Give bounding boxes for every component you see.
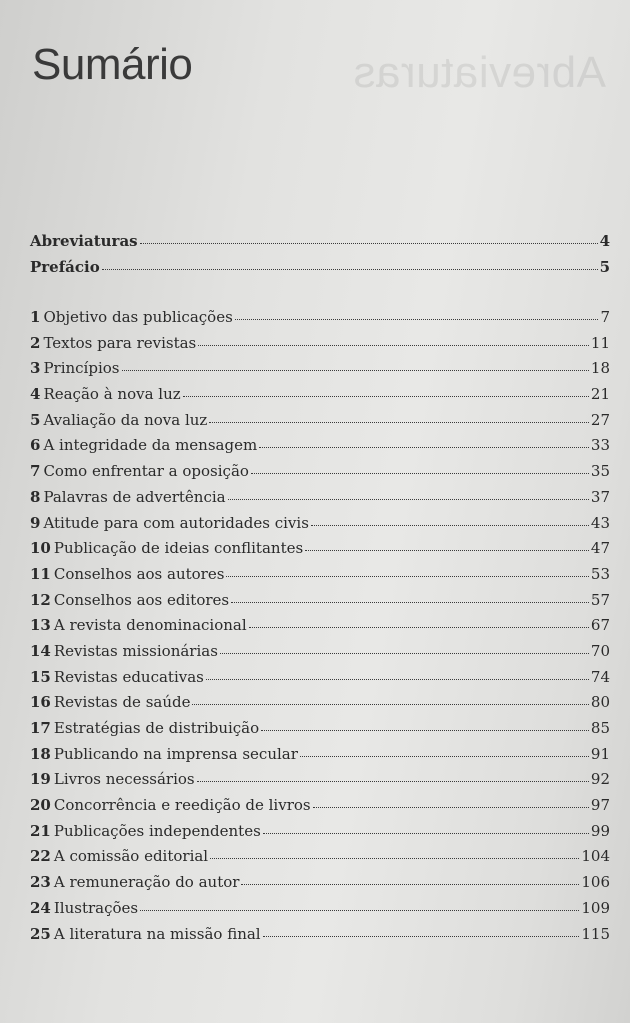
toc-entry-chapter [30, 873, 610, 899]
toc-entry-abreviaturas [30, 232, 610, 258]
toc-entry-label [30, 436, 257, 454]
toc-entry-label [30, 488, 226, 506]
dot-leader [206, 679, 589, 680]
toc-entry-chapter [30, 642, 610, 668]
toc-entry-label [30, 565, 224, 583]
toc-entry-chapter [30, 539, 610, 565]
dot-leader [249, 627, 589, 628]
chapter-number: 14 [30, 641, 51, 660]
dot-leader [228, 499, 589, 500]
toc-entry-chapter [30, 847, 610, 873]
toc-entry-label [30, 796, 311, 814]
chapter-title: Conselhos aos autores [53, 564, 225, 583]
dot-leader [183, 396, 589, 397]
toc-entry-label [30, 925, 261, 943]
toc-entry-label [30, 411, 207, 429]
dot-leader [263, 936, 580, 937]
chapter-title: A literatura na missão final [53, 924, 261, 943]
dot-leader [231, 602, 589, 603]
chapter-title: A comissão editorial [53, 847, 209, 866]
toc-entry-label [30, 822, 261, 840]
chapter-title: Publicações independentes [53, 821, 261, 840]
page-title: Sumário [32, 40, 193, 89]
toc-entry-page: 70 [590, 641, 610, 660]
dot-leader [259, 447, 589, 448]
toc-entry-chapter [30, 770, 610, 796]
chapter-title: Estratégias de distribuição [53, 719, 260, 737]
toc-entry-chapter [30, 822, 610, 848]
toc-entry-label [30, 873, 239, 891]
chapter-number: 10 [30, 539, 51, 558]
toc-entry-page: 57 [590, 590, 610, 609]
chapter-title: Textos para revistas [43, 333, 197, 352]
chapter-number: 16 [30, 693, 51, 712]
toc-entry-label [30, 462, 249, 480]
toc-entry-label [30, 359, 120, 377]
dot-leader [140, 243, 598, 244]
toc-entry-page: 5 [599, 258, 610, 276]
toc-entry-chapter [30, 591, 610, 617]
dot-leader [311, 525, 589, 526]
toc-entry-page: 18 [590, 359, 610, 378]
chapter-number: 11 [30, 564, 51, 583]
toc-entry-page: 92 [590, 770, 610, 789]
chapter-number: 7 [30, 462, 41, 481]
toc-entry-label [30, 770, 195, 788]
chapter-title: Avaliação da nova luz [43, 410, 208, 429]
toc-entry-page: 106 [581, 873, 610, 892]
chapter-number: 25 [30, 924, 51, 943]
toc-entry-label [30, 847, 208, 865]
dot-leader [102, 269, 598, 270]
toc-entry-label [30, 642, 218, 660]
dot-leader [209, 422, 589, 423]
toc-entry-label [30, 514, 309, 532]
toc-entry-page: 97 [590, 796, 610, 815]
chapter-number: 12 [30, 590, 51, 609]
toc-entry-chapter [30, 514, 610, 540]
chapter-title: Palavras de advertência [43, 487, 226, 506]
chapter-number: 9 [30, 513, 41, 532]
toc-entry-label [30, 693, 190, 711]
chapter-title: Publicação de ideias conflitantes [53, 539, 304, 558]
toc-entry-label [30, 668, 204, 686]
toc-entry-chapter [30, 488, 610, 514]
dot-leader [122, 370, 589, 371]
toc-entry-chapter [30, 745, 610, 771]
dot-leader [210, 858, 579, 859]
toc-entry-chapter [30, 693, 610, 719]
toc-entry-page: 91 [590, 744, 610, 763]
dot-leader [140, 910, 579, 911]
chapter-title: Objetivo das publicações [43, 308, 233, 326]
toc-entry-chapter [30, 565, 610, 591]
toc-entry-page: 33 [590, 436, 610, 455]
toc-entry-chapter [30, 796, 610, 822]
toc-entry-page: 37 [590, 487, 610, 506]
toc-entry-chapter [30, 925, 610, 951]
chapter-number: 8 [30, 487, 41, 506]
chapter-number: 3 [30, 359, 41, 378]
chapter-number: 13 [30, 616, 51, 635]
dot-leader [251, 473, 589, 474]
chapter-number: 2 [30, 333, 41, 352]
toc-entry-label [30, 539, 303, 557]
toc-entry-page: 21 [590, 385, 610, 404]
toc-entry-label: Prefácio [30, 258, 100, 276]
chapter-number: 18 [30, 744, 51, 763]
chapter-number: 21 [30, 821, 51, 840]
dot-leader [192, 704, 588, 705]
bleed-through-text: Abreviaturas [352, 48, 606, 97]
chapter-number: 22 [30, 847, 51, 866]
chapter-number: 15 [30, 667, 51, 686]
table-of-contents [30, 232, 610, 950]
toc-entry-page: 53 [590, 564, 610, 583]
chapter-title: Ilustrações [53, 898, 139, 917]
dot-leader [261, 730, 589, 731]
toc-entry-label [30, 334, 196, 352]
chapter-title: Atitude para com autoridades civis [43, 513, 309, 532]
chapter-title: Concorrência e reedição de livros [53, 796, 311, 815]
toc-entry-page: 11 [590, 333, 610, 352]
toc-entry-label [30, 385, 181, 403]
dot-leader [313, 807, 589, 808]
dot-leader [198, 345, 589, 346]
chapter-title: Revistas educativas [53, 667, 204, 686]
chapter-number: 5 [30, 410, 41, 429]
dot-leader [300, 756, 589, 757]
toc-entry-chapter [30, 616, 610, 642]
chapter-title: Livros necessários [53, 770, 195, 789]
chapter-title: Princípios [43, 359, 120, 378]
toc-entry-label: Abreviaturas [30, 232, 138, 250]
toc-entry-page: 80 [590, 693, 610, 712]
dot-leader [226, 576, 588, 577]
toc-entry-page: 27 [590, 410, 610, 429]
toc-entry-label [30, 616, 247, 634]
toc-entry-page: 35 [590, 462, 610, 481]
chapter-number: 20 [30, 796, 51, 815]
toc-entry-chapter [30, 359, 610, 385]
dot-leader [235, 319, 599, 320]
toc-entry-chapter [30, 411, 610, 437]
dot-leader [263, 833, 589, 834]
chapter-title: Conselhos aos editores [53, 590, 230, 609]
dot-leader [241, 884, 579, 885]
toc-entry-page: 4 [599, 232, 610, 250]
chapter-title: A remuneração do autor [53, 873, 240, 892]
chapter-title: Revistas de saúde [53, 693, 191, 712]
toc-entry-page: 43 [590, 513, 610, 532]
toc-entry-chapter [30, 436, 610, 462]
chapter-number: 24 [30, 898, 51, 917]
toc-entry-page: 109 [581, 898, 610, 917]
chapter-title: Como enfrentar a oposição [43, 462, 249, 481]
toc-entry-label [30, 719, 259, 737]
chapter-number: 23 [30, 873, 51, 892]
toc-entry-page: 85 [590, 719, 610, 737]
dot-leader [220, 653, 589, 654]
chapter-title: A revista denominacional [53, 616, 247, 635]
toc-entry-label [30, 591, 229, 609]
toc-entry-prefacio [30, 258, 610, 284]
toc-entry-chapter [30, 719, 610, 745]
toc-entry-page: 47 [590, 539, 610, 558]
toc-entry-label [30, 899, 138, 917]
chapter-number: 19 [30, 770, 51, 789]
toc-entry-chapter [30, 334, 610, 360]
chapter-title: A integridade da mensagem [43, 436, 258, 455]
toc-entry-chapter [30, 308, 610, 334]
chapter-title: Publicando na imprensa secular [53, 744, 298, 763]
toc-entry-label [30, 308, 233, 326]
toc-entry-page: 74 [590, 667, 610, 686]
chapter-number: 6 [30, 436, 41, 455]
toc-entry-page: 67 [590, 616, 610, 635]
chapter-number: 4 [30, 385, 41, 404]
toc-entry-chapter [30, 462, 610, 488]
toc-spacer [30, 284, 610, 308]
chapter-number: 1 [30, 308, 41, 326]
dot-leader [197, 781, 589, 782]
toc-entry-page: 7 [600, 308, 610, 326]
chapter-number: 17 [30, 719, 51, 737]
chapter-title: Revistas missionárias [53, 641, 218, 660]
toc-entry-label [30, 745, 298, 763]
dot-leader [305, 550, 589, 551]
toc-entry-chapter [30, 668, 610, 694]
toc-entry-chapter [30, 899, 610, 925]
chapter-title: Reação à nova luz [43, 385, 181, 404]
toc-entry-page: 115 [581, 924, 610, 943]
toc-entry-page: 99 [590, 821, 610, 840]
toc-entry-page: 104 [581, 847, 610, 866]
toc-entry-chapter [30, 385, 610, 411]
